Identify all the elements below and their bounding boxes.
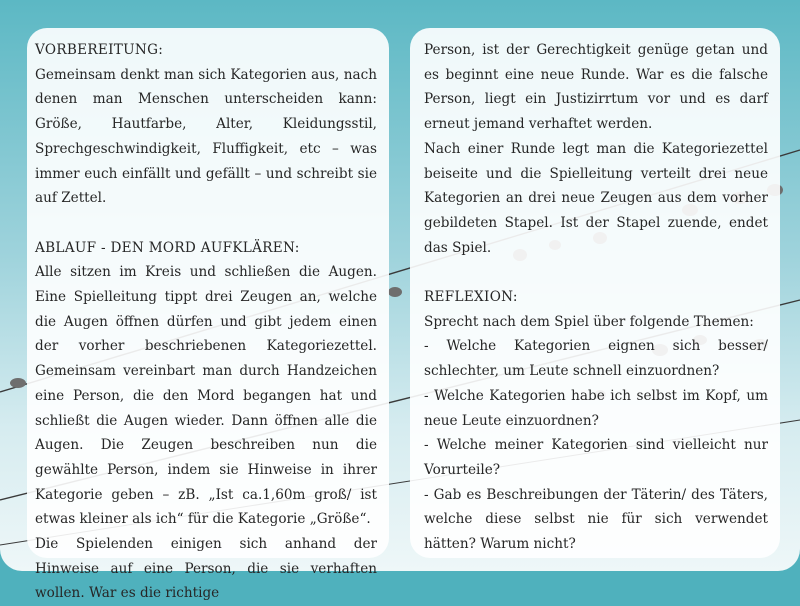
reflection-heading: REFLEXION: xyxy=(424,289,518,306)
reflection-intro: Sprecht nach dem Spiel über folgende Themen: xyxy=(424,313,754,330)
reflection-question: - Welche meiner Kategorien sind vielleicht nur Vorurteile? xyxy=(424,437,768,478)
reflection-question: - Gab es Beschreibungen der Täterin/ des Täters, welche diese selbst nie für sich verwendet hätten? Warum nicht? xyxy=(424,486,768,553)
round-end-text: Nach einer Runde legt man die Kategoriezettel beiseite und die Spielleitung verteilt drei neue Kategorien an drei neue Zeugen aus dem vorher gebildeten Stapel. Ist der Stapel zuende, endet das Spiel. xyxy=(424,140,768,256)
spacer xyxy=(424,260,768,285)
procedure-heading: ABLAUF - DEN MORD AUFKLÄREN: xyxy=(35,239,300,256)
left-card xyxy=(27,28,389,602)
preparation-text: Gemeinsam denkt man sich Kategorien aus, nach denen man Menschen unterscheiden kann: Größe, Hautfarbe, Alter, Kleidungsstil, Sprechgeschwindigkeit, Fluffigkeit, etc – was immer euch einfällt und gefällt – und schreibt sie auf Zettel. xyxy=(35,66,377,207)
right-card xyxy=(410,28,780,558)
procedure-continuation: Person, ist der Gerechtigkeit genüge getan und es beginnt eine neue Runde. War es die falsche Person, liegt ein Justizirrtum vor und es darf erneut jemand verhaftet werden. xyxy=(424,42,768,133)
procedure-text: Alle sitzen im Kreis und schließen die Augen. Eine Spielleitung tippt drei Zeugen an, welche die Augen öffnen dürfen und gibt jedem einen der vorher beschriebenen Kategoriezettel. Gemeinsam vereinbart man durch Handzeichen eine Person, die den Mord begangen hat und schließt die Augen wieder. Dann öffnen alle die Augen. Die Zeugen beschreiben nun die gewählte Person, indem sie Hinweise in ihrer Kategorie geben – zB. „Ist ca.1,60m groß/ ist etwas kleiner als ich“ für die Kategorie „Größe“. xyxy=(35,264,377,528)
procedure-text-continued: Die Spielenden einigen sich anhand der Hinweise auf eine Person, die sie verhaften wollen. War es die richtige xyxy=(35,536,377,602)
reflection-question: - Welche Kategorien habe ich selbst im Kopf, um neue Leute einzuordnen? xyxy=(424,387,768,429)
reflection-question: - Welche Kategorien eignen sich besser/ schlechter, um Leute schnell einzuordnen? xyxy=(424,338,768,380)
preparation-heading: VORBEREITUNG: xyxy=(35,42,164,58)
spacer xyxy=(35,211,377,236)
